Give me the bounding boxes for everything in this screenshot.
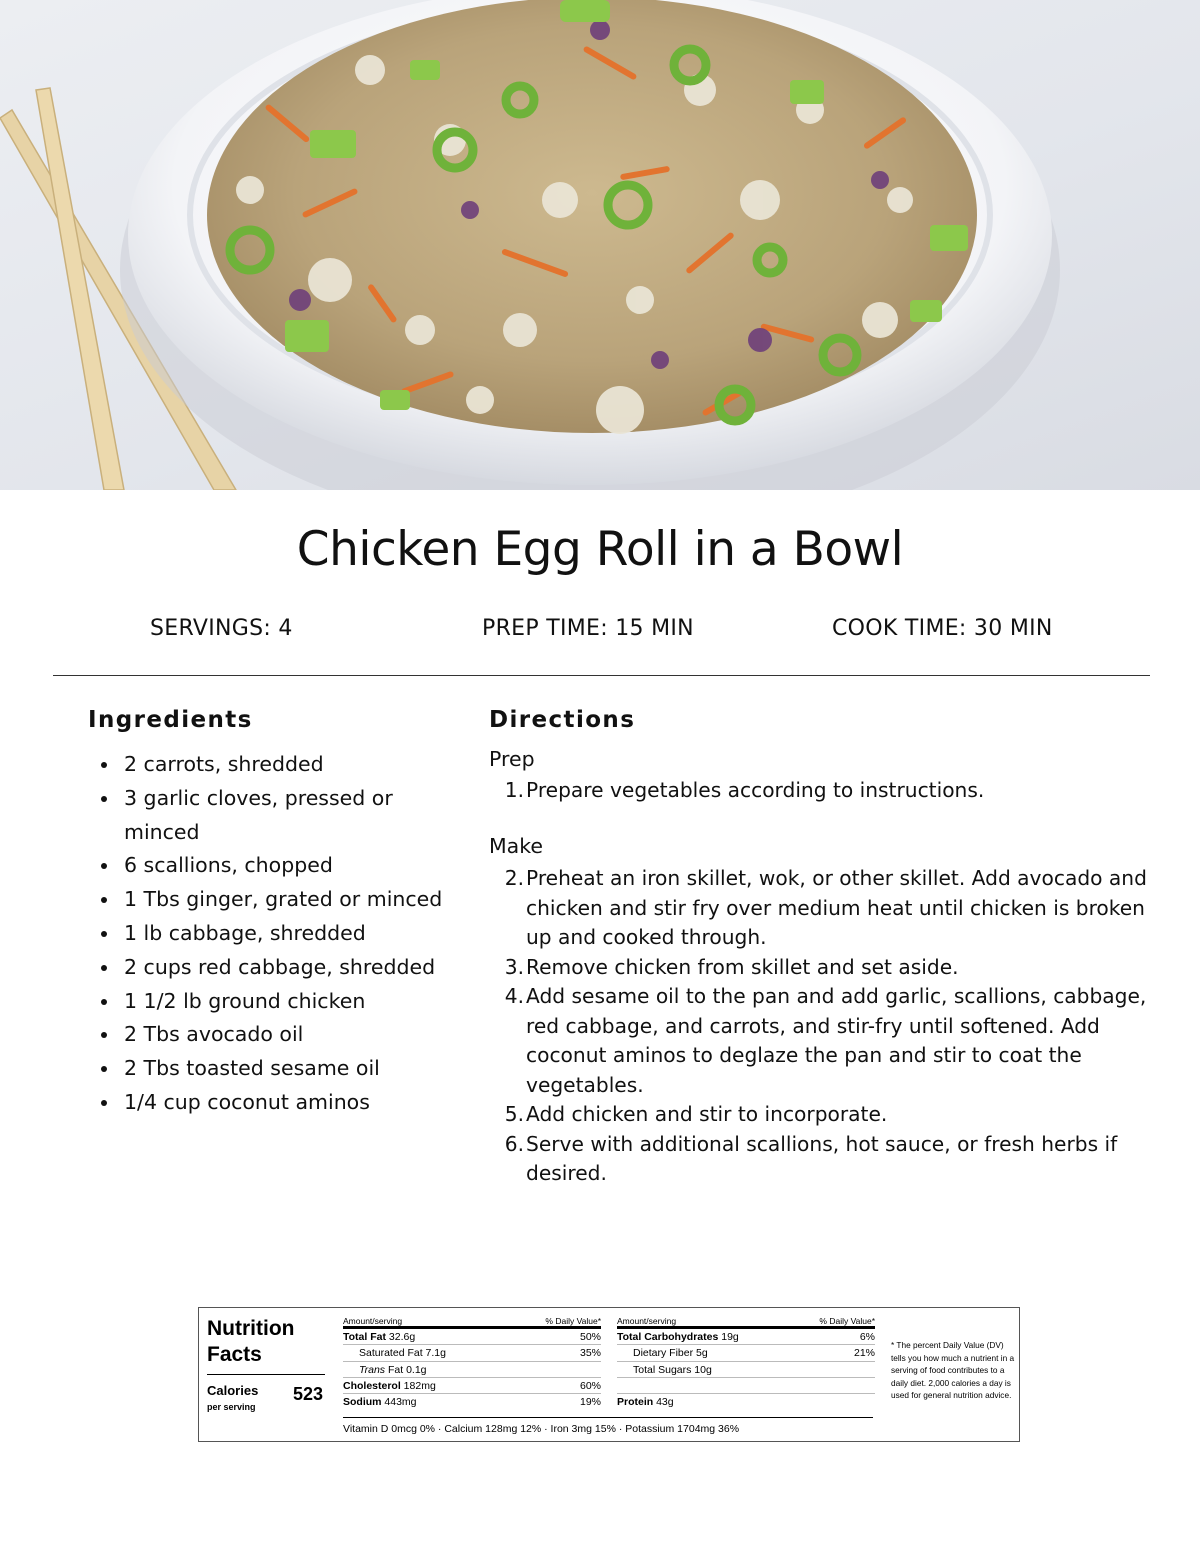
direction-step — [489, 1100, 1159, 1130]
amount-header: Amount/serving — [617, 1316, 677, 1326]
calories-sub-label: per serving — [207, 1402, 256, 1412]
nutrient-name-amount: Protein 43g — [617, 1396, 674, 1409]
nutrient-daily-value: 6% — [859, 1331, 875, 1343]
direction-step — [489, 982, 1159, 1100]
nutrition-rule — [207, 1374, 325, 1375]
prep-section-label: Prep — [489, 747, 535, 771]
nutrition-title-line: Nutrition — [207, 1317, 295, 1340]
step-number: 5. — [504, 1102, 524, 1126]
step-number: 3. — [504, 954, 524, 979]
nutrition-footnote: * The percent Daily Value (DV) tells you how much a nutrient in a serving of food contributes to a daily diet. 2,000 calories a day is used for general nutrition advice. — [891, 1340, 1015, 1401]
direction-step — [489, 1130, 1159, 1189]
nutrient-daily-value: 60% — [579, 1379, 601, 1392]
step-text: Remove chicken from skillet and set aside. — [526, 954, 959, 979]
daily-value-header: % Daily Value* — [545, 1316, 601, 1326]
nutrition-column-1 — [343, 1316, 601, 1410]
ingredient-item: 1 lb cabbage, shredded — [96, 917, 466, 951]
nutrition-title-line: Facts — [207, 1343, 262, 1366]
ingredients-heading: Ingredients — [88, 707, 253, 733]
nutrition-row — [343, 1362, 601, 1378]
nutrient-daily-value: 19% — [579, 1396, 601, 1409]
ingredient-item: 1 1/2 lb ground chicken — [96, 985, 466, 1019]
nutrition-title — [207, 1316, 294, 1368]
nutrient-name-amount: Sodium 443mg — [343, 1396, 417, 1409]
prep-time-label: PREP TIME: 15 MIN — [482, 616, 694, 641]
nutrient-name-amount: Total Fat 32.6g — [343, 1331, 416, 1343]
nutrition-vitamins-line: Vitamin D 0mcg 0% · Calcium 128mg 12% · Iron 3mg 15% · Potassium 1704mg 36% — [343, 1417, 873, 1435]
nutrition-row — [343, 1394, 601, 1410]
nutrient-name: Protein — [617, 1396, 654, 1409]
step-text: Add chicken and stir to incorporate. — [526, 1102, 888, 1126]
nutrient-name-amount: Trans Fat 0.1g — [359, 1363, 427, 1376]
recipe-title: Chicken Egg Roll in a Bowl — [296, 522, 904, 577]
nutrition-row — [617, 1362, 875, 1378]
ingredient-item: 2 Tbs toasted sesame oil — [96, 1052, 466, 1086]
nutrient-name: Dietary Fiber — [633, 1347, 694, 1360]
nutrient-name-amount: Saturated Fat 7.1g — [359, 1347, 446, 1360]
hero-photo — [0, 0, 1200, 490]
nutrition-row — [617, 1345, 875, 1361]
nutrition-column-header — [617, 1316, 875, 1329]
step-number: 2. — [504, 866, 524, 890]
nutrition-row — [343, 1329, 601, 1345]
nutrient-name: Sodium — [343, 1396, 382, 1409]
direction-step — [489, 953, 1159, 983]
nutrition-row — [617, 1378, 875, 1394]
nutrition-row — [343, 1345, 601, 1361]
step-text: Serve with additional scallions, hot sauce, or fresh herbs if desired. — [526, 1131, 1118, 1185]
ingredients-list — [96, 748, 466, 1120]
nutrient-name: Cholesterol — [343, 1379, 401, 1392]
ingredient-item: 1 Tbs ginger, grated or minced — [96, 883, 466, 917]
nutrient-name-amount: Total Carbohydrates 19g — [617, 1331, 739, 1343]
hero-bowl-illustration — [0, 0, 1200, 490]
nutrient-daily-value: 21% — [853, 1347, 875, 1360]
ingredient-item: 3 garlic cloves, pressed or minced — [96, 782, 466, 850]
nutrient-name: Total Fat — [343, 1331, 386, 1343]
ingredient-item: 2 Tbs avocado oil — [96, 1018, 466, 1052]
section-divider — [53, 675, 1150, 676]
nutrient-daily-value: 35% — [579, 1347, 601, 1360]
nutrition-column-header — [343, 1316, 601, 1329]
nutrition-rows — [343, 1329, 601, 1410]
nutrition-row — [343, 1378, 601, 1394]
ingredient-item: 2 carrots, shredded — [96, 748, 466, 782]
make-steps-list — [489, 864, 1159, 1189]
nutrition-column-2 — [617, 1316, 875, 1410]
nutrition-facts-label — [198, 1307, 1020, 1442]
step-text: Add sesame oil to the pan and add garlic, scallions, cabbage, red cabbage, and carrots, and stir-fry until softened. Add coconut aminos to deglaze the pan and stir to coat the vegetables. — [526, 984, 1147, 1097]
step-number: 4. — [504, 984, 524, 1008]
ingredient-item: 1/4 cup coconut aminos — [96, 1086, 466, 1120]
ingredient-item: 2 cups red cabbage, shredded — [96, 951, 466, 985]
bowl — [120, 0, 1060, 490]
direction-step — [489, 864, 1159, 953]
nutrient-name-amount: Dietary Fiber 5g — [633, 1347, 708, 1360]
cook-time-label: COOK TIME: 30 MIN — [832, 616, 1053, 641]
nutrient-name-amount: Cholesterol 182mg — [343, 1379, 436, 1392]
amount-header: Amount/serving — [343, 1316, 403, 1326]
step-number: 1. — [504, 778, 524, 802]
nutrient-name: Total Carbohydrates — [617, 1331, 719, 1343]
servings-label: SERVINGS: 4 — [150, 616, 293, 641]
nutrition-row — [617, 1329, 875, 1345]
nutrient-name: Saturated Fat — [359, 1347, 423, 1360]
directions-heading: Directions — [489, 707, 636, 733]
step-number: 6. — [504, 1131, 524, 1156]
nutrient-daily-value: 50% — [579, 1331, 601, 1343]
daily-value-header: % Daily Value* — [819, 1316, 875, 1326]
calories-value: 523 — [293, 1384, 324, 1404]
step-text: Preheat an iron skillet, wok, or other skillet. Add avocado and chicken and stir fry over medium heat until chicken is broken up and cooked through. — [526, 866, 1147, 949]
calories-label: Calories — [207, 1383, 259, 1398]
nutrient-name-amount: Total Sugars 10g — [633, 1363, 712, 1376]
nutrient-name: Trans — [359, 1363, 386, 1376]
prep-steps-list — [489, 776, 1159, 806]
direction-step — [489, 776, 1159, 806]
nutrient-name: Total Sugars — [633, 1363, 692, 1376]
nutrition-rows — [617, 1329, 875, 1410]
nutrition-row — [617, 1394, 875, 1410]
ingredient-item: 6 scallions, chopped — [96, 849, 466, 883]
make-section-label: Make — [489, 834, 544, 858]
step-text: Prepare vegetables according to instructions. — [526, 778, 985, 802]
